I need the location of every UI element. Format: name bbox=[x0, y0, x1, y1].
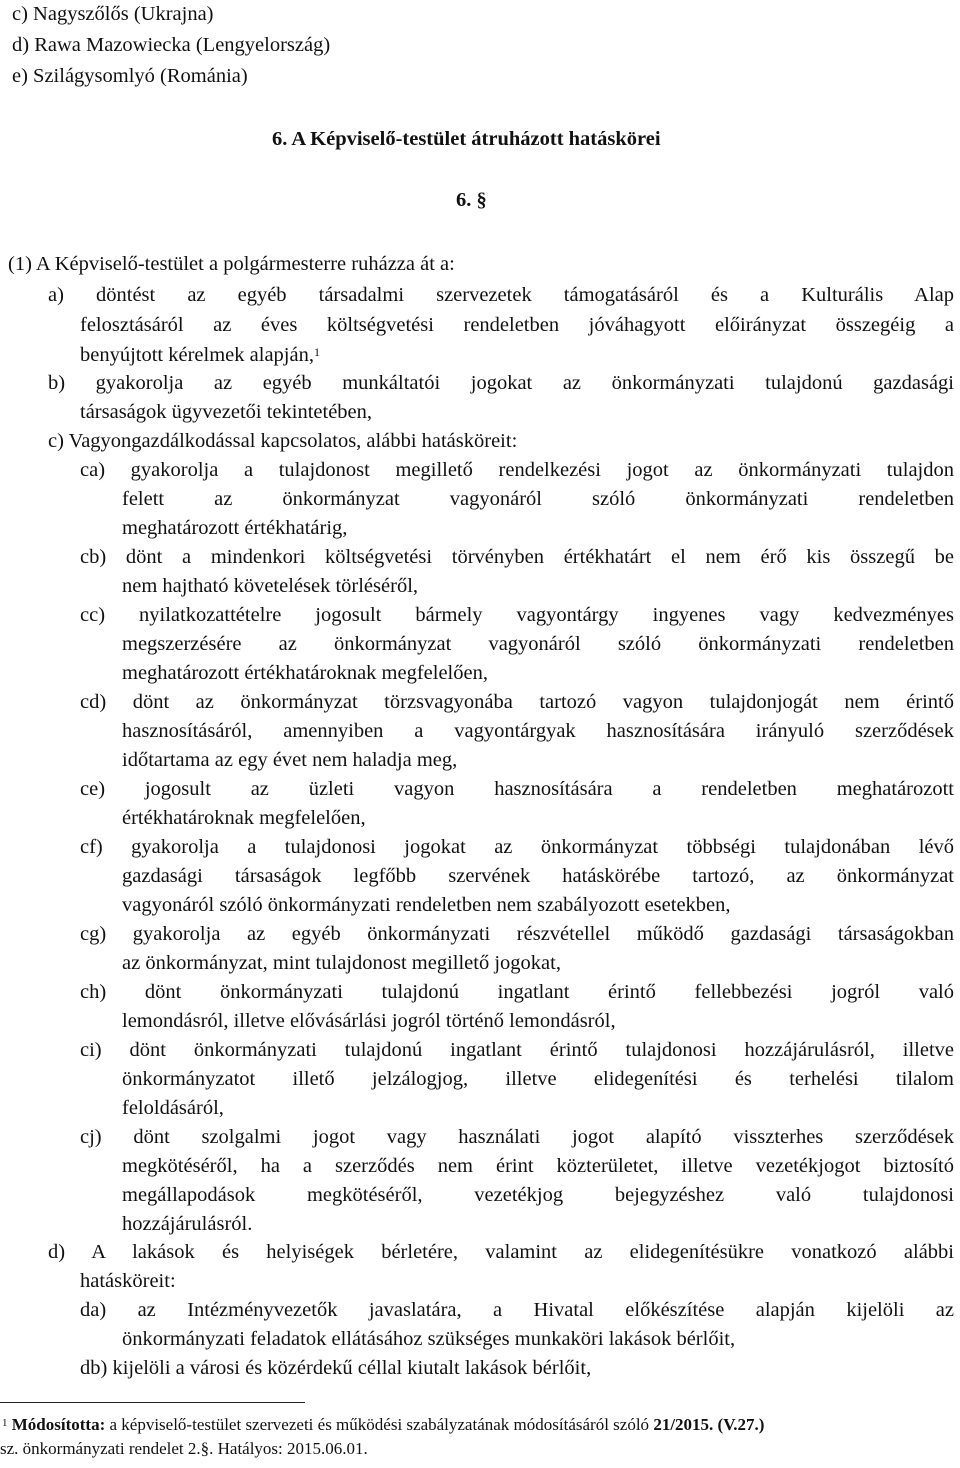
item-a-line1: a) döntést az egyéb társadalmi szervezetek támogatásáról és a Kulturális Alap bbox=[48, 284, 954, 306]
item-cd-line2: hasznosításáról, amennyiben a vagyontárgyak hasznosítására irányuló szerződések bbox=[122, 720, 954, 742]
item-cc-line3: meghatározott értékhatároknak megfelelően, bbox=[122, 662, 488, 684]
item-b-line2: társaságok ügyvezetői tekintetében, bbox=[80, 401, 373, 423]
item-ca-line3: meghatározott értékhatárig, bbox=[122, 517, 348, 539]
footnote-ref[interactable]: 1 bbox=[313, 345, 320, 359]
item-ch-line2: lemondásról, illetve elővásárlási jogról történő lemondásról, bbox=[122, 1010, 616, 1032]
item-ci-line1: ci) dönt önkormányzati tulajdonú ingatlant érintő tulajdonosi hozzájárulásról, illetve bbox=[80, 1039, 954, 1061]
footnote-bold2: 21/2015. (V.27.) bbox=[653, 1415, 765, 1434]
item-ci-line2: önkormányzatot illető jelzálogjog, illetve elidegenítési és terhelési tilalom bbox=[122, 1068, 954, 1090]
item-ci-line3: feloldásáról, bbox=[122, 1097, 224, 1119]
item-ca-line2: felett az önkormányzat vagyonáról szóló önkormányzati rendeletben bbox=[122, 488, 954, 510]
item-cj-line4: hozzájárulásról. bbox=[122, 1213, 253, 1235]
item-cj-line3: megállapodások megkötéséről, vezetékjog bejegyzéshez való tulajdonosi bbox=[122, 1184, 954, 1206]
item-cf-line1: cf) gyakorolja a tulajdonosi jogokat az önkormányzat többségi tulajdonában lévő bbox=[80, 836, 954, 858]
intro-line: (1) A Képviselő-testület a polgármesterre ruházza át a: bbox=[8, 253, 455, 275]
item-ce-line1: ce) jogosult az üzleti vagyon hasznosítására a rendeletben meghatározott bbox=[80, 778, 954, 800]
item-d-line2: hatásköreit: bbox=[80, 1270, 176, 1292]
item-cf-line3: vagyonáról szóló önkormányzati rendeletben nem szabályozott esetekben, bbox=[122, 894, 731, 916]
list-item-e: e) Szilágysomlyó (Románia) bbox=[12, 65, 248, 87]
section-title: 6. A Képviselő-testület átruházott hatáskörei bbox=[272, 128, 661, 150]
item-db-line1: db) kijelöli a városi és közérdekű céllal kiutalt lakások bérlőit, bbox=[80, 1357, 592, 1379]
item-cg-line2: az önkormányzat, mint tulajdonost megillető jogokat, bbox=[122, 952, 561, 974]
item-c-line1: c) Vagyongazdálkodással kapcsolatos, alábbi hatásköreit: bbox=[48, 430, 518, 452]
item-cj-line2: megkötéséről, ha a szerződés nem érint közterületet, illetve vezetékjogot biztosító bbox=[122, 1155, 954, 1177]
footnote-bold1: Módosította: bbox=[11, 1415, 106, 1434]
footnote-line2: sz. önkormányzati rendelet 2.§. Hatályos: 2015.06.01. bbox=[0, 1439, 368, 1458]
list-item-d: d) Rawa Mazowiecka (Lengyelország) bbox=[12, 34, 331, 56]
item-a-text: benyújtott kérelmek alapján, bbox=[80, 344, 314, 366]
item-a-line2: felosztásáról az éves költségvetési rendeletben jóváhagyott előirányzat összegéig a bbox=[80, 314, 954, 336]
item-cf-line2: gazdasági társaságok legfőbb szervének hatáskörébe tartozó, az önkormányzat bbox=[122, 865, 954, 887]
item-ch-line1: ch) dönt önkormányzati tulajdonú ingatlant érintő fellebbezési jogról való bbox=[80, 981, 954, 1003]
item-cd-line3: időtartama az egy évet nem haladja meg, bbox=[122, 749, 458, 771]
footnote-marker: 1 bbox=[2, 1417, 8, 1429]
footnote-text1: a képviselő-testület szervezeti és működési szabályzatának módosításáról szóló bbox=[105, 1415, 654, 1434]
item-b-line1: b) gyakorolja az egyéb munkáltatói jogokat az önkormányzati tulajdonú gazdasági bbox=[48, 372, 954, 394]
item-cb-line2: nem hajtható követelések törléséről, bbox=[122, 575, 419, 597]
item-cc-line1: cc) nyilatkozattételre jogosult bármely vagyontárgy ingyenes vagy kedvezményes bbox=[80, 604, 954, 626]
item-ca-line1: ca) gyakorolja a tulajdonost megillető rendelkezési jogot az önkormányzati tulajdon bbox=[80, 459, 954, 481]
paragraph-number: 6. § bbox=[456, 189, 487, 211]
item-cg-line1: cg) gyakorolja az egyéb önkormányzati részvétellel működő gazdasági társaságokban bbox=[80, 923, 954, 945]
item-cc-line2: megszerzésére az önkormányzat vagyonáról szóló önkormányzati rendeletben bbox=[122, 633, 954, 655]
item-cj-line1: cj) dönt szolgalmi jogot vagy használati jogot alapító visszterhes szerződések bbox=[80, 1126, 954, 1148]
item-d-line1: d) A lakások és helyiségek bérletére, valamint az elidegenítésükre vonatkozó alábbi bbox=[48, 1241, 954, 1263]
item-da-line2: önkormányzati feladatok ellátásához szükséges munkaköri lakások bérlőit, bbox=[122, 1328, 736, 1350]
item-cb-line1: cb) dönt a mindenkori költségvetési törvényben értékhatárt el nem érő kis összegű be bbox=[80, 546, 954, 568]
item-cd-line1: cd) dönt az önkormányzat törzsvagyonába tartozó vagyon tulajdonjogát nem érintő bbox=[80, 691, 954, 713]
footnote-separator bbox=[0, 1402, 305, 1403]
list-item-c: c) Nagyszőlős (Ukrajna) bbox=[12, 3, 214, 25]
footnote-line1 bbox=[2, 1414, 764, 1436]
item-da-line1: da) az Intézményvezetők javaslatára, a Hivatal előkészítése alapján kijelöli az bbox=[80, 1299, 954, 1321]
item-a-line3 bbox=[80, 341, 320, 370]
item-ce-line2: értékhatároknak megfelelően, bbox=[122, 807, 366, 829]
